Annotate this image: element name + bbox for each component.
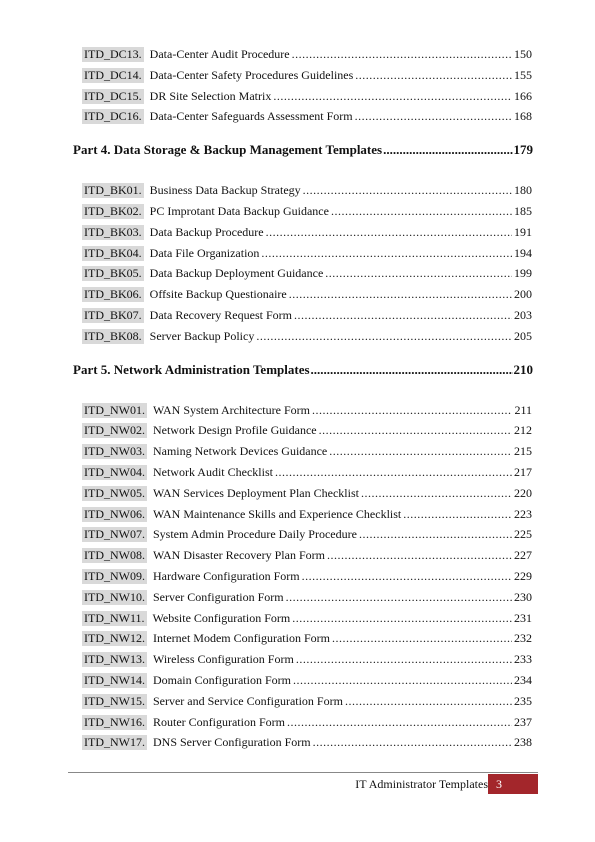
- template-code: ITD_NW02.: [84, 423, 145, 438]
- toc-entry[interactable]: [82, 668, 532, 688]
- dot-leader: [355, 68, 512, 83]
- template-title: Network Audit Checklist: [152, 465, 273, 479]
- page-number: 220: [514, 485, 532, 500]
- template-title: DNS Server Configuration Form: [152, 735, 311, 750]
- page-number: 199: [514, 266, 532, 281]
- dot-leader: [359, 527, 512, 542]
- dot-leader: [403, 507, 512, 522]
- page-number: 223: [514, 506, 532, 521]
- dot-leader: [292, 611, 512, 626]
- dot-leader: [261, 246, 512, 261]
- page-number: 212: [514, 423, 532, 438]
- template-title: Website Configuration Form: [152, 610, 291, 625]
- page-number: 185: [514, 204, 532, 218]
- page-number: 150: [514, 47, 532, 61]
- dot-leader: [286, 590, 512, 605]
- template-code: ITD_NW10.: [84, 589, 145, 604]
- template-title: WAN Services Deployment Plan Checklist: [152, 485, 359, 500]
- toc-entry[interactable]: [82, 460, 532, 480]
- toc-entry[interactable]: [82, 84, 532, 104]
- dot-leader: [355, 109, 512, 124]
- toc-entry[interactable]: [82, 481, 532, 501]
- page-number: 232: [514, 631, 532, 646]
- template-code: ITD_NW07.: [84, 527, 145, 542]
- dot-leader: [325, 266, 512, 281]
- toc-entry[interactable]: [82, 220, 532, 240]
- template-code: ITD_NW14.: [84, 673, 145, 687]
- page-number: 237: [514, 714, 532, 729]
- dot-leader: [293, 673, 512, 688]
- toc-entry[interactable]: [82, 710, 532, 730]
- template-title: Internet Modem Configuration Form: [152, 631, 330, 646]
- template-code: ITD_BK06.: [84, 287, 142, 302]
- page-number: 166: [514, 88, 532, 103]
- page-number: 211: [514, 402, 532, 417]
- template-code: ITD_BK07.: [84, 308, 142, 322]
- toc-entry[interactable]: [82, 199, 532, 219]
- dot-leader: [289, 287, 512, 302]
- template-code: ITD_NW17.: [84, 735, 145, 750]
- template-code: ITD_NW12.: [84, 631, 145, 646]
- toc-entry[interactable]: [82, 689, 532, 709]
- page-number: 238: [514, 735, 532, 750]
- dot-leader: [329, 444, 512, 459]
- template-title: Data Backup Deployment Guidance: [149, 266, 324, 281]
- template-code: ITD_BK05.: [84, 266, 142, 281]
- footer-title: IT Administrator Templates: [355, 777, 488, 791]
- template-title: Data-Center Safety Procedures Guidelines: [149, 67, 354, 82]
- dot-leader: [311, 362, 513, 378]
- template-title: Data-Center Safeguards Assessment Form: [149, 109, 353, 124]
- part-heading[interactable]: [73, 138, 533, 158]
- template-code: ITD_NW11.: [84, 610, 145, 625]
- template-code: ITD_BK04.: [84, 245, 142, 260]
- dot-leader: [292, 47, 512, 62]
- page-number: 233: [514, 652, 532, 667]
- dot-leader: [302, 569, 512, 584]
- template-title: Data File Organization: [149, 245, 260, 260]
- page-number: 168: [514, 109, 532, 124]
- dot-leader: [327, 548, 512, 563]
- dot-leader: [275, 465, 512, 480]
- template-title: Domain Configuration Form: [152, 673, 291, 687]
- page-number: 205: [514, 328, 532, 343]
- footer-page-number: 3: [488, 774, 538, 794]
- template-title: Network Design Profile Guidance: [152, 423, 317, 438]
- page-number: 194: [514, 245, 532, 260]
- toc-entry[interactable]: [82, 418, 532, 438]
- page-number: 227: [514, 548, 532, 563]
- toc-entry[interactable]: [82, 564, 532, 584]
- toc-entry[interactable]: [82, 606, 532, 626]
- template-code: ITD_BK02.: [84, 204, 142, 218]
- template-code: ITD_BK01.: [84, 183, 142, 198]
- template-code: ITD_DC16.: [84, 109, 142, 124]
- template-code: ITD_NW08.: [84, 548, 145, 563]
- page-number: 230: [514, 589, 532, 604]
- toc-entry[interactable]: [82, 543, 532, 563]
- template-title: DR Site Selection Matrix: [149, 88, 272, 103]
- template-code: ITD_NW16.: [84, 714, 145, 729]
- template-code: ITD_NW15.: [84, 693, 145, 708]
- toc-entry[interactable]: [82, 398, 532, 418]
- template-title: WAN Disaster Recovery Plan Form: [152, 548, 325, 563]
- toc-entry[interactable]: [82, 178, 532, 198]
- template-title: Wireless Configuration Form: [152, 652, 294, 667]
- template-code: ITD_NW09.: [84, 569, 145, 583]
- dot-leader: [294, 308, 512, 323]
- template-code: ITD_DC15.: [84, 88, 142, 103]
- toc-entry[interactable]: [82, 730, 532, 750]
- page-number: 234: [514, 673, 532, 687]
- dot-leader: [287, 715, 512, 730]
- dot-leader: [313, 735, 512, 750]
- dot-leader: [266, 225, 512, 240]
- toc-entry[interactable]: [82, 282, 532, 302]
- page-number: 180: [514, 183, 532, 198]
- template-title: WAN Maintenance Skills and Experience Checklist: [152, 506, 402, 521]
- template-code: ITD_NW04.: [84, 465, 145, 479]
- dot-leader: [361, 486, 512, 501]
- template-title: Naming Network Devices Guidance: [152, 444, 328, 459]
- template-code: ITD_NW01.: [84, 402, 145, 417]
- template-title: PC Improtant Data Backup Guidance: [149, 204, 329, 218]
- toc-entry[interactable]: [82, 104, 532, 124]
- toc-entry[interactable]: [82, 261, 532, 281]
- template-title: Data-Center Audit Procedure: [149, 47, 290, 61]
- dot-leader: [345, 694, 512, 709]
- template-title: Server Backup Policy: [149, 328, 255, 343]
- page-number: 215: [514, 444, 532, 459]
- dot-leader: [273, 89, 512, 104]
- toc-entry[interactable]: [82, 439, 532, 459]
- part-heading[interactable]: [73, 358, 533, 378]
- template-code: ITD_DC14.: [84, 67, 142, 82]
- template-code: ITD_DC13.: [84, 47, 142, 61]
- toc-entry[interactable]: [82, 63, 532, 83]
- page-number: 217: [514, 465, 532, 479]
- toc-entry[interactable]: [82, 626, 532, 646]
- page-number: 235: [514, 693, 532, 708]
- part-page-number: 210: [513, 361, 533, 377]
- page-number: 155: [514, 67, 532, 82]
- part-title: Part 4. Data Storage & Backup Management Templates: [73, 142, 383, 158]
- page-number: 191: [514, 224, 532, 239]
- page-number: 200: [514, 287, 532, 302]
- toc-entry[interactable]: [82, 42, 532, 62]
- dot-leader: [303, 183, 512, 198]
- template-title: Data Backup Procedure: [149, 224, 264, 239]
- template-code: ITD_BK08.: [84, 328, 142, 343]
- toc-entry[interactable]: [82, 522, 532, 542]
- template-code: ITD_NW03.: [84, 444, 145, 459]
- toc-entry[interactable]: [82, 585, 532, 605]
- toc-entry[interactable]: [82, 241, 532, 261]
- toc-entry[interactable]: [82, 303, 532, 323]
- page-number: 229: [514, 569, 532, 583]
- template-title: Server and Service Configuration Form: [152, 693, 343, 708]
- template-code: ITD_NW13.: [84, 652, 145, 667]
- page-number: 203: [514, 308, 532, 322]
- dot-leader: [256, 329, 512, 344]
- template-title: Offsite Backup Questionaire: [149, 287, 287, 302]
- page-number: 225: [514, 527, 532, 542]
- template-code: ITD_NW05.: [84, 485, 145, 500]
- template-title: System Admin Procedure Daily Procedure: [152, 527, 357, 542]
- template-code: ITD_BK03.: [84, 224, 142, 239]
- template-title: Router Configuration Form: [152, 714, 285, 729]
- dot-leader: [383, 142, 512, 158]
- toc-entry[interactable]: [82, 324, 532, 344]
- template-title: Hardware Configuration Form: [152, 569, 300, 583]
- template-title: Data Recovery Request Form: [149, 308, 292, 322]
- footer-divider: [68, 772, 538, 773]
- dot-leader: [296, 652, 512, 667]
- template-title: Business Data Backup Strategy: [149, 183, 301, 198]
- template-code: ITD_NW06.: [84, 506, 145, 521]
- template-title: WAN System Architecture Form: [152, 402, 310, 417]
- dot-leader: [312, 403, 512, 418]
- dot-leader: [332, 631, 512, 646]
- part-title: Part 5. Network Administration Templates: [73, 361, 310, 377]
- part-page-number: 179: [513, 142, 533, 158]
- dot-leader: [331, 204, 512, 219]
- template-title: Server Configuration Form: [152, 589, 284, 604]
- toc-entry[interactable]: [82, 647, 532, 667]
- page-number: 231: [514, 610, 532, 625]
- toc-entry[interactable]: [82, 502, 532, 522]
- dot-leader: [319, 423, 512, 438]
